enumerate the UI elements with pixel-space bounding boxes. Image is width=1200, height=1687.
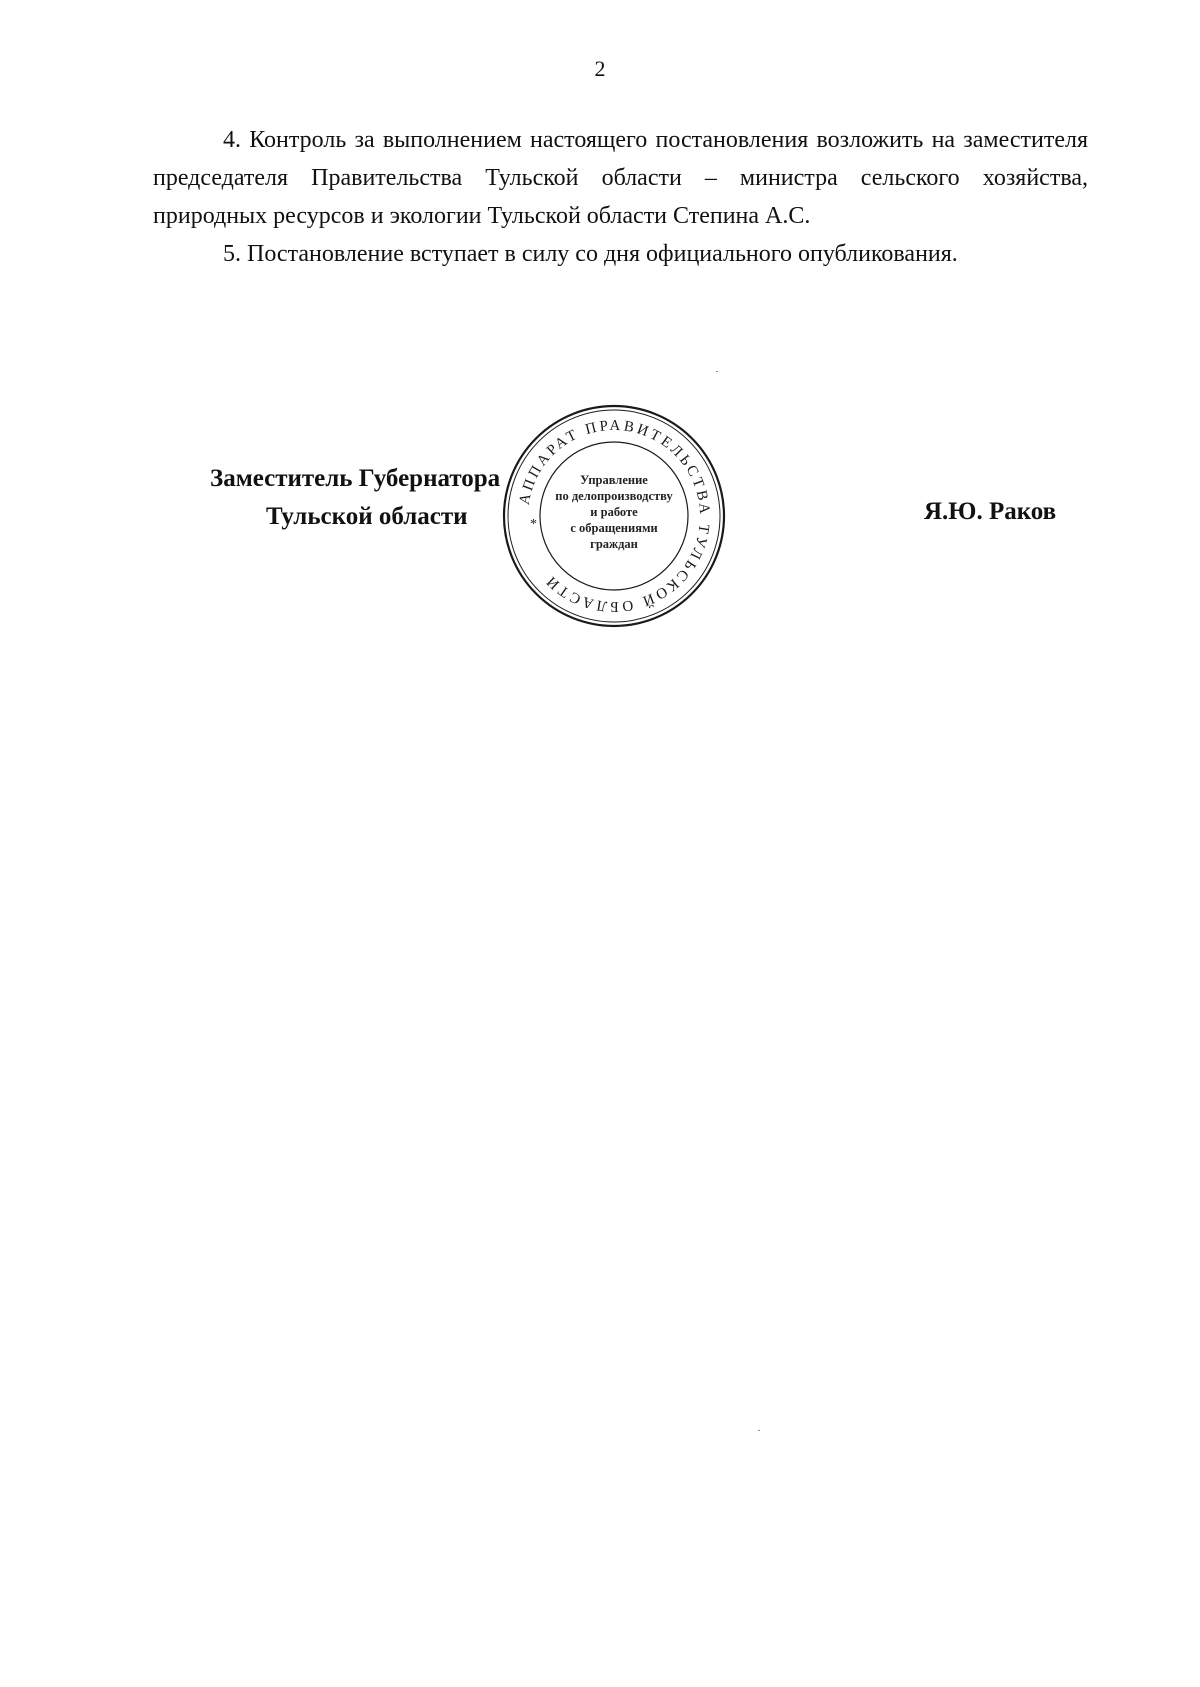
signatory-position-line2: Тульской области	[266, 503, 468, 530]
scan-speck	[758, 1430, 760, 1431]
scan-speck	[716, 371, 718, 372]
seal-inner-line-1: Управление	[580, 473, 648, 487]
seal-inner-line-3: и работе	[590, 505, 638, 519]
seal-inner-line-2: по делопроизводству	[555, 489, 673, 503]
seal-inner-text	[500, 472, 728, 552]
paragraph-5: 5. Постановление вступает в силу со дня официального опубликования.	[223, 241, 958, 267]
signatory-position	[210, 460, 500, 536]
seal-star: *	[530, 517, 537, 532]
signatory-name: Я.Ю. Раков	[924, 498, 1057, 525]
official-seal	[500, 402, 728, 630]
paragraph-4: 4. Контроль за выполнением настоящего постановления возложить на заместителя председателя Правительства Тульской области – министра сельского хозяйства, природных ресурсов и экологии Тульской области Степина А.С.	[153, 127, 1088, 229]
seal-ring-text: АППАРАТ ПРАВИТЕЛЬСТВА ТУЛЬСКОЙ ОБЛАСТИ	[516, 417, 713, 615]
page-number: 2	[594, 56, 606, 81]
seal-inner-line-5: граждан	[590, 537, 638, 551]
seal-inner-line-4: с обращениями	[570, 521, 658, 535]
document-body	[153, 121, 1088, 273]
signatory-position-line1: Заместитель Губернатора	[210, 465, 501, 492]
